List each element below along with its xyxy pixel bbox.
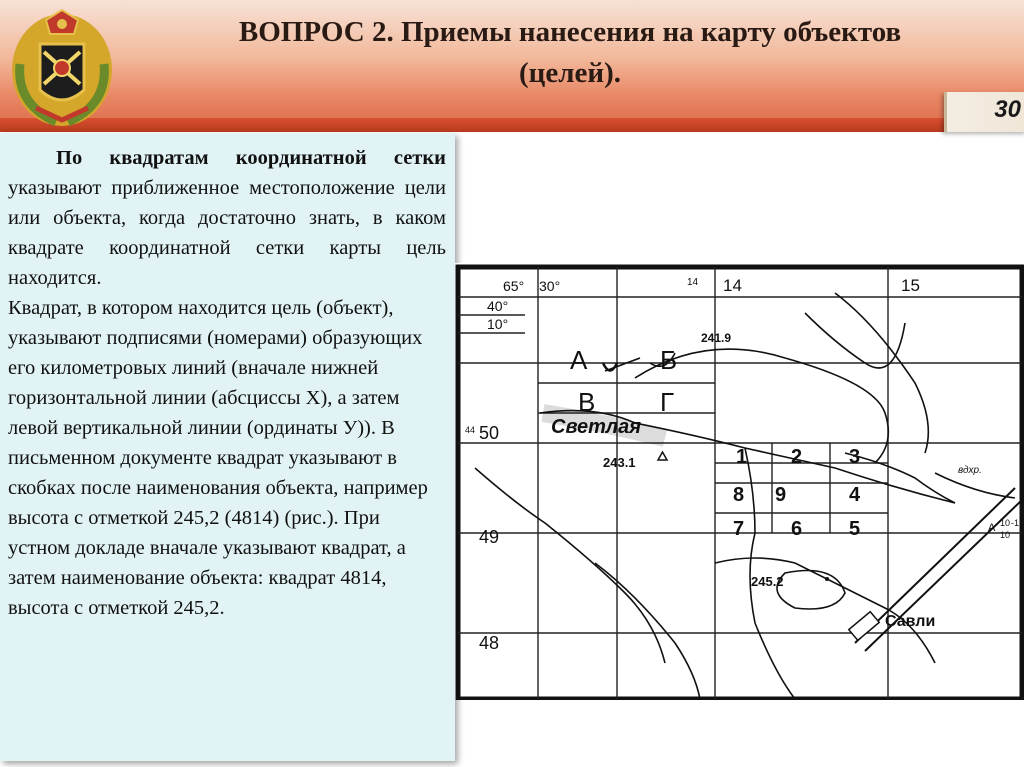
label-30: 30°: [539, 278, 561, 294]
slide-header: [0, 0, 1024, 130]
label-square-v: В: [578, 387, 596, 417]
page-number-tab: [944, 92, 1024, 132]
label-road: вдхр.: [958, 465, 982, 476]
label-height-241: 241.9: [701, 331, 732, 345]
label-col-small: 14: [687, 277, 699, 288]
page-number: 30: [994, 96, 1021, 123]
label-row-44: 44: [465, 425, 476, 435]
topographic-map: [455, 263, 1024, 700]
square-8: 8: [733, 484, 745, 506]
text-box: [0, 133, 455, 761]
label-river: Светлая: [551, 416, 642, 438]
square-6: 6: [791, 518, 803, 540]
label-col-15: 15: [901, 276, 920, 295]
square-9: 9: [775, 484, 787, 506]
paragraph-1: [8, 143, 446, 293]
label-col-14: 14: [723, 276, 742, 295]
square-7: 7: [733, 518, 745, 540]
cup-symbol-icon: [603, 363, 617, 371]
label-square-a: А: [570, 345, 588, 375]
label-height-243: 243.1: [603, 455, 636, 470]
label-rail-right: -1: [1011, 518, 1020, 528]
station-icon: [849, 612, 879, 641]
label-square-b: Б: [660, 345, 678, 375]
label-40: 40°: [487, 298, 509, 314]
paragraph-2: Квадрат, в котором находится цель (объект), указывают подписями (номерами) образующих его километровых линий (вначале нижней горизонтальной линии (абсциссы X), а затем левой вертикальной линии (ординаты У)). В письменном документе квадрат указывают в скобках после наименования объекта, например высота с отметкой 245,2 (4814) (рис.). При устном докладе вначале указывают квадрат, а затем наименование объекта: квадрат 4814, высота с отметкой 245,2.: [8, 297, 428, 619]
label-row-50: 50: [479, 423, 500, 443]
square-2: 2: [791, 446, 803, 468]
label-height-245: 245.2: [751, 574, 784, 589]
map-streams: [475, 293, 1015, 699]
label-rail-bottom: 10: [1000, 530, 1011, 540]
label-square-g: Г: [660, 387, 675, 417]
square-3: 3: [849, 446, 861, 468]
square-4: 4: [849, 484, 861, 506]
triangulation-icon: [658, 452, 667, 460]
term-bold: По квадратам координатной сетки: [56, 147, 446, 169]
label-65: 65°: [503, 278, 525, 294]
military-emblem-icon: [6, 4, 118, 130]
title-line-2: (целей).: [519, 57, 621, 89]
label-village: Савли: [885, 613, 936, 630]
label-row-49: 49: [479, 527, 500, 547]
label-rail-a: А: [988, 522, 996, 534]
paragraph-1-rest: указывают приближенное местоположение цели или объекта, когда достаточно знать, в каком квадрате координатной сетки карты цель находится.: [8, 177, 446, 289]
label-rail-top: 10: [1000, 518, 1011, 528]
body-text: [8, 143, 446, 623]
map-grid: [458, 267, 1022, 699]
height-point-icon: [825, 577, 829, 581]
label-row-48: 48: [479, 633, 500, 653]
square-5: 5: [849, 518, 861, 540]
title-line-1: ВОПРОС 2. Приемы нанесения на карту объектов: [238, 16, 902, 48]
label-10: 10°: [487, 316, 509, 332]
square-1: 1: [736, 446, 748, 468]
slide-title: [140, 12, 1000, 94]
header-band: [0, 118, 1024, 132]
